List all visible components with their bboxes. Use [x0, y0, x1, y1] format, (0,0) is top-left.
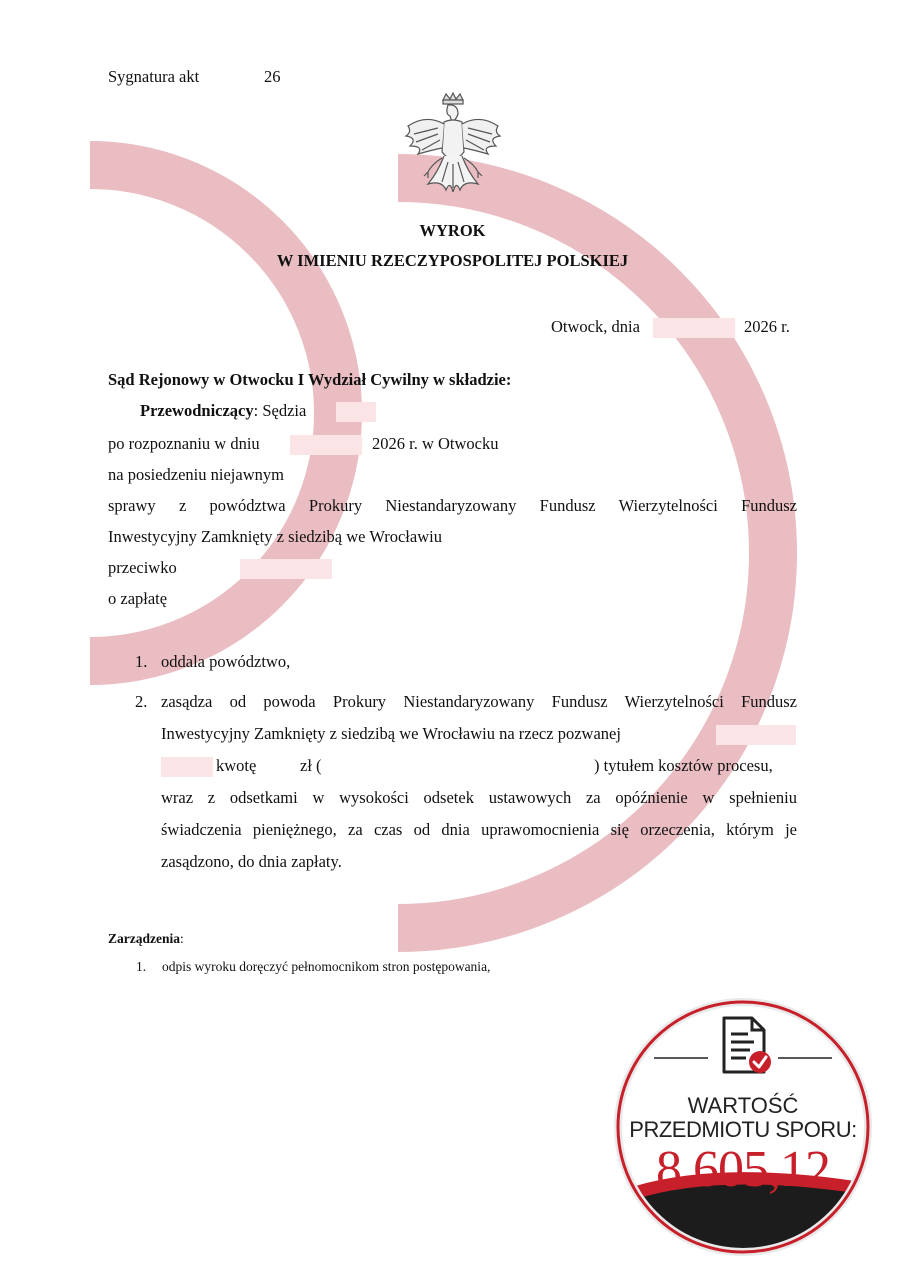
signature-value: 26 [264, 67, 281, 86]
badge-label-line-1: WARTOŚĆ [687, 1093, 799, 1118]
redacted-hearing-date [290, 435, 362, 455]
verdict-item-2-number: 2. [135, 692, 148, 711]
orders-item-1-number: 1. [136, 959, 147, 974]
verdict-item-1-number: 1. [135, 652, 148, 671]
verdict-item-2-line-4: wraz z odsetkami w wysokości odsetek ustawowych za opóźnienie w spełnieniu [161, 788, 797, 807]
chair-value: : Sędzia [253, 401, 307, 420]
case-line-1: sprawy z powództwa Prokury Niestandaryzowany Fundusz Wierzytelności Fundusz [108, 496, 797, 515]
verdict-item-2-line-5: świadczenia pieniężnego, za czas od dnia uprawomocnienia się orzeczenia, którym je [161, 820, 797, 839]
badge-label-line-2: PRZEDMIOTU SPORU: [629, 1117, 857, 1142]
redacted-date [653, 318, 735, 338]
court-name: Sąd Rejonowy w Otwocku I Wydział Cywilny w składzie: [108, 370, 512, 389]
orders-heading [108, 930, 184, 948]
chair-line [140, 401, 306, 421]
dispute-value-badge [612, 996, 874, 1258]
orders-item-1-text: odpis wyroku doręczyć pełnomocnikom stron postępowania, [162, 959, 491, 974]
judgment-subtitle: W IMIENIU RZECZYPOSPOLITEJ POLSKIEJ [276, 251, 629, 270]
verdict-item-2-line-2: Inwestycyjny Zamknięty z siedzibą we Wrocławiu na rzecz pozwanej [161, 724, 621, 743]
redacted-defendant [240, 559, 332, 579]
orders-label: Zarządzenia [108, 931, 180, 946]
redacted-defendant-name-cont [161, 757, 213, 777]
case-subject: o zapłatę [108, 589, 168, 608]
verdict-item-2-line-1: zasądza od powoda Prokury Niestandaryzowany Fundusz Wierzytelności Fundusz [161, 692, 797, 711]
chair-label: Przewodniczący [140, 401, 254, 420]
verdict-item-2-line-6: zasądzono, do dnia zapłaty. [161, 852, 342, 871]
verdict-item-2-amount-label: kwotę [216, 756, 257, 775]
judgment-title: WYROK [419, 221, 486, 240]
session-type: na posiedzeniu niejawnym [108, 465, 284, 484]
hearing-prefix: po rozpoznaniu w dniu [108, 434, 260, 453]
redacted-judge-name [336, 402, 376, 422]
orders-colon: : [180, 931, 184, 946]
redacted-defendant-name [716, 725, 796, 745]
case-line-2: Inwestycyjny Zamknięty z siedzibą we Wrocławiu [108, 527, 442, 546]
polish-eagle-emblem [398, 92, 508, 210]
verdict-item-2-costs: ) tytułem kosztów procesu, [594, 756, 773, 775]
signature-label: Sygnatura akt [108, 67, 200, 86]
hearing-suffix: 2026 r. w Otwocku [372, 434, 499, 453]
against-label: przeciwko [108, 558, 177, 577]
verdict-item-2-currency: zł ( [300, 756, 322, 775]
badge-value: 8.605,12 [656, 1141, 830, 1198]
document-check-icon [720, 1016, 772, 1076]
place-date-suffix: 2026 r. [744, 317, 790, 336]
place-date-prefix: Otwock, dnia [551, 317, 640, 336]
verdict-item-1-text: oddala powództwo, [161, 652, 291, 671]
